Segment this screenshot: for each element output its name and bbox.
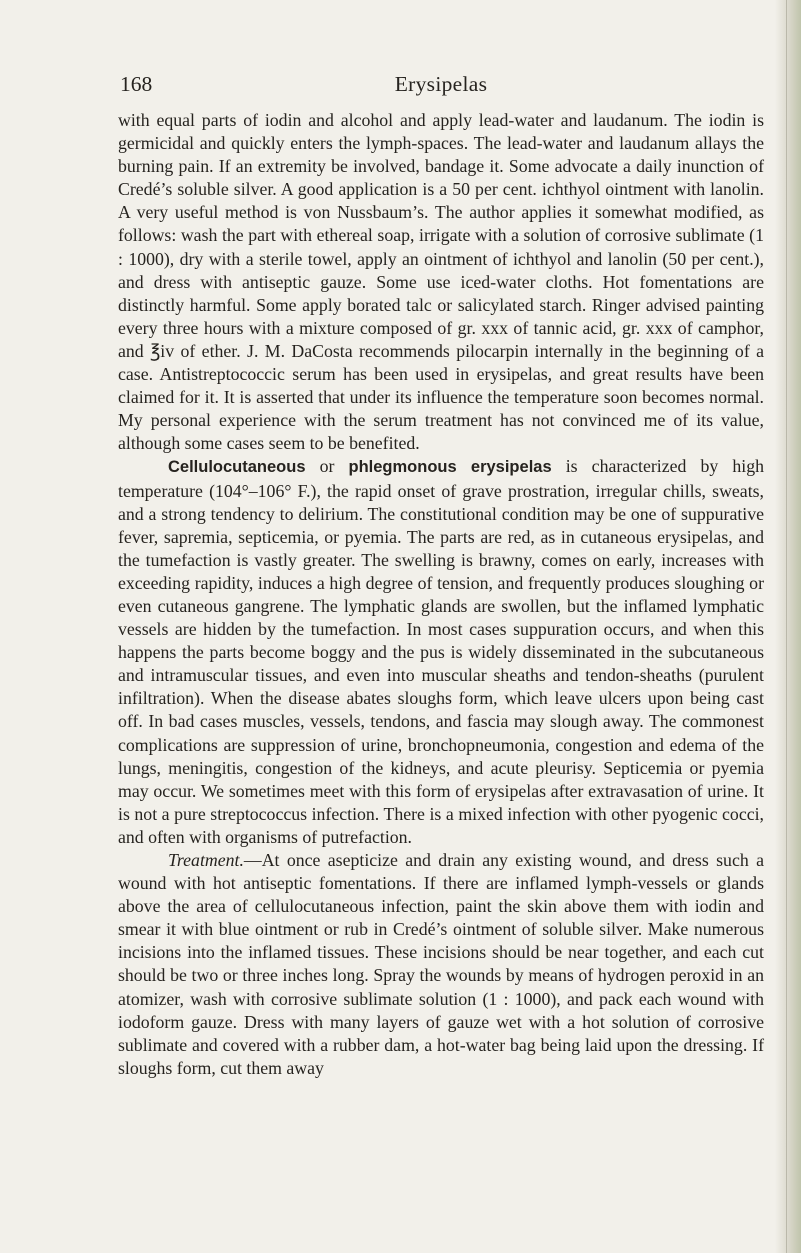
paragraph-text: —At once asepticize and drain any existing wound, and dress such a wound with hot antiseptic fomentations. If there are inflamed lymph-vessels or glands above the area of cellulocutaneous infection, paint the skin above them with iodin and smear it with blue ointment or rub in Credé’s ointment of soluble silver. Make numerous incisions into the inflamed tissues. These incisions should be near together, and each cut should be two or three inches long. Spray the wounds by means of hydrogen peroxid in an atomizer, wash with corrosive sublimate solution (1 : 1000), and pack each wound with iodoform gauze. Dress with many layers of gauze wet with a hot solution of corrosive sublimate and covered with a rubber dam, a hot-water bag being laid upon the dressing. If sloughs form, cut them away [118,850,764,1078]
page-edge-shadow [775,0,801,1253]
page-edge-line [786,0,787,1253]
page-number: 168 [120,72,153,96]
body-text [118,109,764,1080]
paragraph-lead-italic: Treatment. [168,850,244,870]
running-title: Erysipelas [394,72,488,96]
paragraph-cellulocutaneous [118,455,764,849]
paragraph-text: is characterized by high temperature (104°–106° F.), the rapid onset of grave prostration, irregular chills, sweats, and a strong tendency to delirium. The constitutional condition may be one of suppurative fever, sapremia, septicemia, or pyemia. The parts are red, as in cutaneous erysipelas, and the tumefaction is vastly greater. The swelling is brawny, comes on early, increases with exceeding rapidity, induces a high degree of tension, and frequently produces sloughing or even cutaneous gangrene. The lymphatic glands are swollen, but the inflamed lymphatic vessels are hidden by the tumefaction. In most cases suppuration occurs, and when this happens the parts become boggy and the pus is widely disseminated in the subcutaneous and intramuscular tissues, and even into muscular sheaths and tendon-sheaths (purulent infiltration). When the disease abates sloughs form, which leave ulcers upon being cast off. In bad cases muscles, vessels, tendons, and fascia may slough away. The commonest complications are suppression of urine, bronchopneumonia, congestion and edema of the lungs, meningitis, congestion of the kidneys, and acute pleurisy. Septicemia or pyemia may occur. We sometimes meet with this form of erysipelas after extravasation of urine. It is not a pure streptococcus infection. There is a mixed infection with other pyogenic cocci, and often with organisms of putrefaction. [118,456,764,847]
paragraph-text: with equal parts of iodin and alcohol and apply lead-water and laudanum. The iodin is germicidal and quickly enters the lymph-spaces. The lead-water and laudanum allays the burning pain. If an extremity be involved, bandage it. Some advocate a daily inunction of Credé’s soluble silver. A good application is a 50 per cent. ichthyol ointment with lanolin. A very useful method is von Nussbaum’s. The author applies it somewhat modified, as follows: wash the part with ethereal soap, irrigate with a solution of corrosive sublimate (1 : 1000), dry with a sterile towel, apply an ointment of ichthyol and lanolin (50 per cent.), and dress with antiseptic gauze. Some use iced-water cloths. Hot fomentations are distinctly harmful. Some apply borated talc or salicylated starch. Ringer advised painting every three hours with a mixture composed of gr. xxx of tannic acid, gr. xxx of camphor, and ℥iv of ether. J. M. DaCosta recommends pilocarpin internally in the beginning of a case. Antistreptococcic serum has been used in erysipelas, and great results have been claimed for it. It is asserted that under its influence the temperature soon becomes normal. My personal experience with the serum treatment has not convinced me of its value, although some cases seem to be benefited. [118,110,764,454]
paragraph-lead-term-2: phlegmonous erysipelas [348,458,552,477]
paragraph-lead-term: Cellulocutaneous [168,458,306,477]
paragraph-continuation [118,109,764,455]
paragraph-treatment [118,849,764,1080]
page-header [118,72,764,98]
paragraph-lead-connector: or [305,456,349,477]
